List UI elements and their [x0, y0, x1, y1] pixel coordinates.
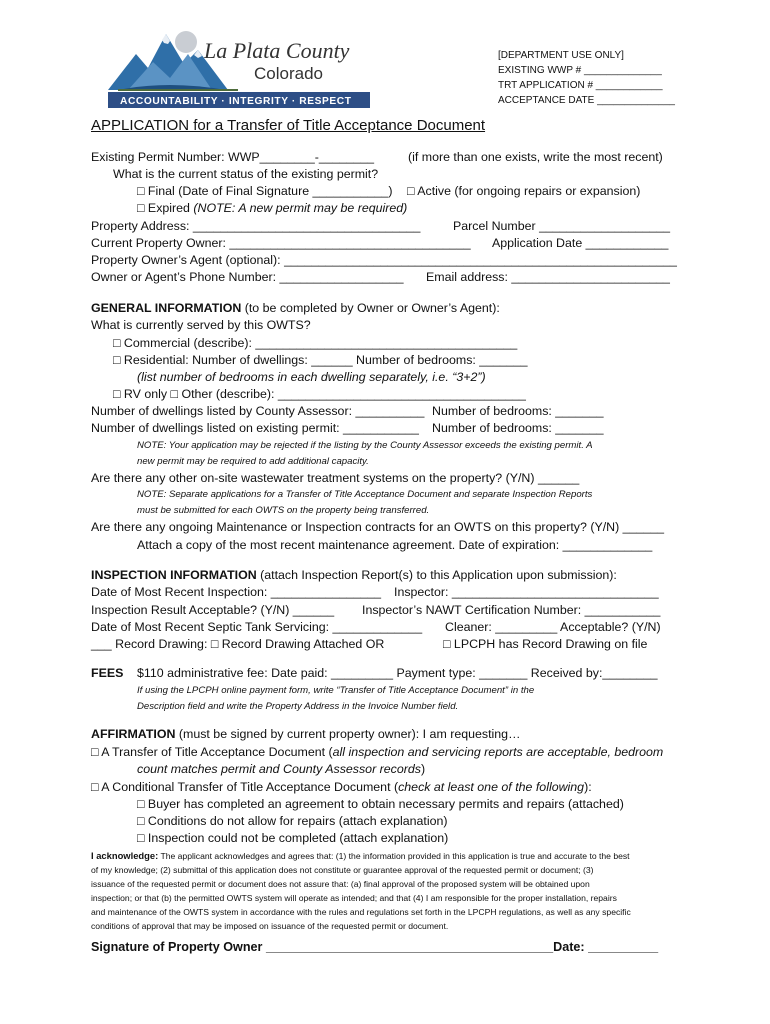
transfer-option-continued	[137, 762, 425, 777]
inspection-info-heading	[91, 568, 617, 583]
signature-field[interactable]: Signature of Property Owner _________________________________________Date: __________	[91, 940, 659, 954]
transfer-option-italic: all inspection and servicing reports are acceptable, bedroom	[332, 745, 664, 759]
logo-state-text: Colorado	[254, 64, 323, 83]
application-date-field[interactable]: Application Date ____________	[492, 236, 669, 250]
phone-field[interactable]: Owner or Agent’s Phone Number: __________________	[91, 270, 404, 284]
owner-agent-field[interactable]: Property Owner’s Agent (optional): _________________________________________________________	[91, 253, 677, 267]
acknowledge-line-6: conditions of approval that may be imposed on issuance of the requested permit or document.	[91, 921, 449, 931]
fees-payment-fields[interactable]: $110 administrative fee: Date paid: _________ Payment type: _______ Received by:________	[137, 666, 658, 680]
maintenance-contract-field[interactable]: Are there any ongoing Maintenance or Inspection contracts for an OWTS on this property? (Y/N) ______	[91, 520, 665, 534]
served-question: What is currently served by this OWTS?	[91, 318, 311, 332]
conditional-transfer-checkbox[interactable]	[91, 780, 592, 795]
fees-label: FEES	[91, 666, 124, 680]
record-drawing-attached-checkbox[interactable]: ___ Record Drawing: □ Record Drawing Attached OR	[91, 637, 385, 651]
acknowledge-line-5: and maintenance of the OWTS system in accordance with the rules and regulations set forth in the LPCPH regulations, as well as any specific	[91, 907, 631, 917]
final-status-checkbox[interactable]: □ Final (Date of Final Signature ___________)	[137, 184, 393, 198]
note-assessor-line1: NOTE: Your application may be rejected if the listing by the County Assessor exceeds the existing permit. A	[137, 440, 593, 451]
conditions-no-repairs-checkbox[interactable]: □ Conditions do not allow for repairs (attach explanation)	[137, 814, 448, 828]
expiration-date-field[interactable]: Attach a copy of the most recent maintenance agreement. Date of expiration: _____________	[137, 538, 653, 552]
parcel-number-field[interactable]: Parcel Number ___________________	[453, 219, 671, 233]
permit-dwellings-field[interactable]: Number of dwellings listed on existing permit: ___________	[91, 421, 419, 435]
recent-inspection-date-field[interactable]: Date of Most Recent Inspection: ________________	[91, 585, 382, 599]
rv-other-checkboxes[interactable]: □ RV only □ Other (describe): ____________________________________	[113, 387, 526, 401]
transfer-option-cont-italic: count matches permit and County Assessor records	[137, 762, 421, 776]
trt-application-field[interactable]: TRT APPLICATION # ____________	[498, 80, 663, 91]
transfer-option-close: )	[420, 762, 426, 776]
current-owner-field[interactable]: Current Property Owner: ___________________________________	[91, 236, 471, 250]
transfer-option-label: □ A Transfer of Title Acceptance Document (	[91, 745, 333, 759]
affirmation-heading	[91, 727, 520, 742]
inspection-heading-bold: INSPECTION INFORMATION	[91, 568, 257, 582]
inspection-not-completed-checkbox[interactable]: □ Inspection could not be completed (attach explanation)	[137, 831, 449, 845]
acknowledge-label: I acknowledge:	[91, 850, 159, 861]
acceptance-date-field[interactable]: ACCEPTANCE DATE ______________	[498, 95, 675, 106]
conditional-option-label: □ A Conditional Transfer of Title Acceptance Document (	[91, 780, 399, 794]
buyer-agreement-checkbox[interactable]: □ Buyer has completed an agreement to obtain necessary permits and repairs (attached)	[137, 797, 624, 811]
inspection-heading-rest: (attach Inspection Report(s) to this Application upon submission):	[256, 568, 617, 582]
affirmation-heading-rest: (must be signed by current property owner): I am requesting…	[175, 727, 521, 741]
department-use-box	[498, 48, 675, 108]
note-assessor-line2: new permit may be required to add additional capacity.	[137, 456, 369, 467]
bedroom-list-note: (list number of bedrooms in each dwelling separately, i.e. “3+2”)	[137, 370, 486, 384]
note-separate-line1: NOTE: Separate applications for a Transfer of Title Acceptance Document and separate Inspection Reports	[137, 489, 593, 500]
la-plata-county-logo	[108, 24, 370, 110]
property-address-field[interactable]: Property Address: _________________________________	[91, 219, 421, 233]
cleaner-field[interactable]: Cleaner: _________ Acceptable? (Y/N)	[445, 620, 661, 634]
permit-bedrooms-field[interactable]: Number of bedrooms: _______	[432, 421, 604, 435]
transfer-document-checkbox[interactable]	[91, 745, 663, 760]
logo-banner-text: ACCOUNTABILITY · INTEGRITY · RESPECT	[120, 96, 352, 107]
email-field[interactable]: Email address: _______________________	[426, 270, 670, 284]
lpcph-record-drawing-checkbox[interactable]: □ LPCPH has Record Drawing on file	[443, 637, 648, 651]
inspection-acceptable-field[interactable]: Inspection Result Acceptable? (Y/N) ______	[91, 603, 335, 617]
dept-heading: [DEPARTMENT USE ONLY]	[498, 50, 624, 61]
expired-note: (NOTE: A new permit may be required)	[193, 201, 408, 215]
assessor-dwellings-field[interactable]: Number of dwellings listed by County Assessor: __________	[91, 404, 425, 418]
other-systems-field[interactable]: Are there any other on-site wastewater treatment systems on the property? (Y/N) ______	[91, 471, 580, 485]
general-info-heading	[91, 301, 500, 316]
acknowledge-line-1	[91, 849, 630, 863]
residential-checkbox[interactable]: □ Residential: Number of dwellings: ______ Number of bedrooms: _______	[113, 353, 528, 367]
fees-note-line1: If using the LPCPH online payment form, write “Transfer of Title Acceptance Document” in the	[137, 685, 535, 696]
affirmation-heading-bold: AFFIRMATION	[91, 727, 176, 741]
mountain-logo-icon	[108, 24, 370, 110]
nawt-certification-field[interactable]: Inspector’s NAWT Certification Number: ___________	[362, 603, 661, 617]
fees-note-line2: Description field and write the Property Address in the Invoice Number field.	[137, 701, 459, 712]
inspector-field[interactable]: Inspector: ______________________________	[394, 585, 659, 599]
acknowledge-line-2: of my knowledge; (2) submittal of this application does not constitute or guarantee approval of the requested permit or document; (3)	[91, 865, 594, 875]
note-separate-line2: must be submitted for each OWTS on the property being transferred.	[137, 505, 430, 516]
general-info-heading-rest: (to be completed by Owner or Owner’s Agent):	[241, 301, 500, 315]
assessor-bedrooms-field[interactable]: Number of bedrooms: _______	[432, 404, 604, 418]
commercial-checkbox[interactable]: □ Commercial (describe): ______________________________________	[113, 336, 518, 350]
general-info-heading-bold: GENERAL INFORMATION	[91, 301, 242, 315]
acknowledge-line-4: inspection; or that (b) the permitted OWTS system will operate as intended; and that (4) I am responsible for the proper installation, repairs	[91, 893, 617, 903]
status-question: What is the current status of the existing permit?	[113, 167, 379, 181]
septic-servicing-date-field[interactable]: Date of Most Recent Septic Tank Servicing: _____________	[91, 620, 423, 634]
expired-label: □ Expired	[137, 201, 194, 215]
conditional-option-italic: check at least one of the following	[398, 780, 585, 794]
existing-permit-field[interactable]: Existing Permit Number: WWP________-________	[91, 150, 375, 164]
existing-wwp-field[interactable]: EXISTING WWP # ______________	[498, 65, 662, 76]
acknowledge-text-1: The applicant acknowledges and agrees that: (1) the information provided in this application is true and accurate to the best	[158, 851, 630, 861]
acknowledge-line-3: issuance of the requested permit or document does not assure that: (a) final approval of the proposed system will be obtained upon	[91, 879, 590, 889]
existing-permit-note: (if more than one exists, write the most recent)	[408, 150, 663, 164]
page-title: APPLICATION for a Transfer of Title Acceptance Document	[91, 117, 486, 134]
expired-status-checkbox[interactable]	[137, 201, 407, 216]
active-status-checkbox[interactable]: □ Active (for ongoing repairs or expansion)	[407, 184, 641, 198]
conditional-option-close: ):	[584, 780, 592, 794]
logo-script-text: La Plata County	[204, 38, 350, 63]
